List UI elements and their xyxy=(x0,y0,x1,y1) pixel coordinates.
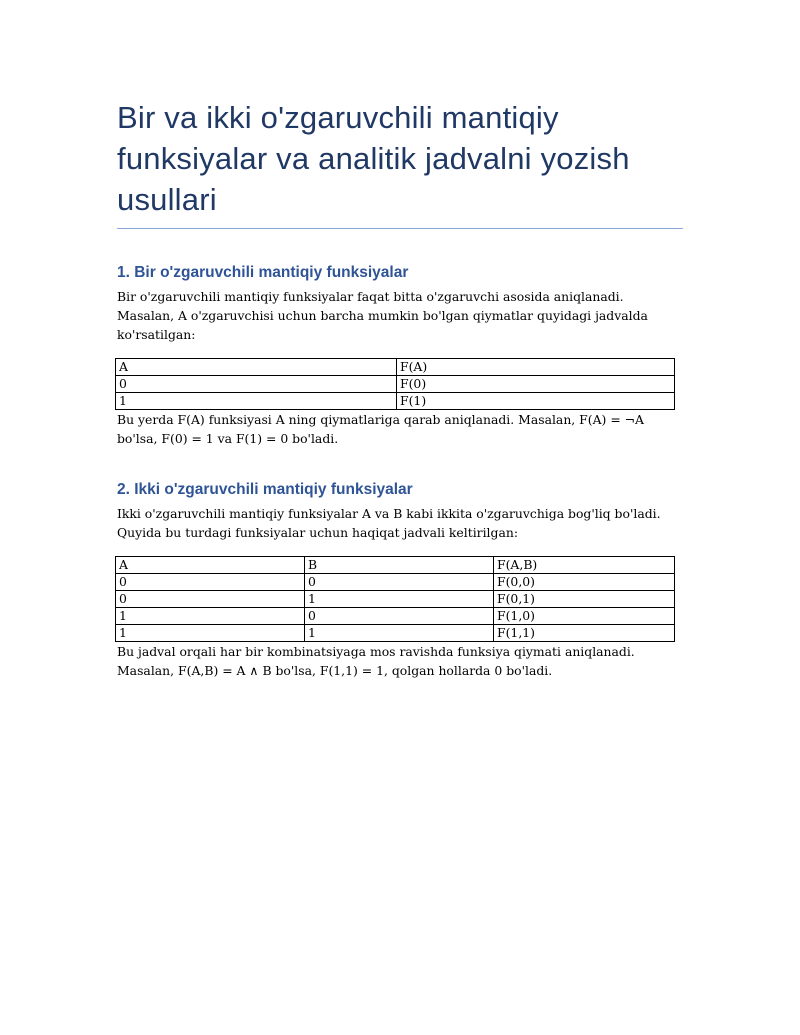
table-cell: F(0) xyxy=(397,376,675,393)
table-cell: 1 xyxy=(305,591,494,608)
document-title: Bir va ikki o'zgaruvchili mantiqiy funksiyalar va analitik jadvalni yozish usullari xyxy=(117,97,683,229)
table-cell: F(1,0) xyxy=(494,608,675,625)
section-1-intro: Bir o'zgaruvchili mantiqiy funksiyalar faqat bitta o'zgaruvchi asosida aniqlanadi. Masalan, A o'zgaruvchisi uchun barcha mumkin bo'lgan qiymatlar quyidagi jadvalda ko'rsatilgan: xyxy=(117,289,648,342)
table-header-cell: F(A,B) xyxy=(494,557,675,574)
table-row xyxy=(116,625,675,642)
table-cell: F(0,1) xyxy=(494,591,675,608)
table-cell: 1 xyxy=(116,625,305,642)
table-cell: 0 xyxy=(305,574,494,591)
table-cell: 1 xyxy=(305,625,494,642)
table-cell: 0 xyxy=(116,376,397,393)
truth-table-two-variables xyxy=(115,556,675,642)
section-1-heading: 1. Bir o'zgaruvchili mantiqiy funksiyalar xyxy=(117,264,409,281)
table-header-cell: F(A) xyxy=(397,359,675,376)
table-cell: F(1) xyxy=(397,393,675,410)
section-2-intro: Ikki o'zgaruvchili mantiqiy funksiyalar A va B kabi ikkita o'zgaruvchiga bog'liq bo'ladi. Quyida bu turdagi funksiyalar uchun haqiqat jadvali keltirilgan: xyxy=(117,506,661,540)
table-header-cell: A xyxy=(116,557,305,574)
table-header-cell: B xyxy=(305,557,494,574)
table-cell: 1 xyxy=(116,393,397,410)
table-cell: F(0,0) xyxy=(494,574,675,591)
table-header-cell: A xyxy=(116,359,397,376)
table-header-row xyxy=(116,557,675,574)
table-row xyxy=(116,591,675,608)
section-2-heading: 2. Ikki o'zgaruvchili mantiqiy funksiyalar xyxy=(117,481,413,498)
table-header-row xyxy=(116,359,675,376)
table-row xyxy=(116,608,675,625)
table-row xyxy=(116,574,675,591)
table-cell: 0 xyxy=(116,591,305,608)
document-body xyxy=(117,97,683,680)
table-row xyxy=(116,393,675,410)
section-2-outro: Bu jadval orqali har bir kombinatsiyaga mos ravishda funksiya qiymati aniqlanadi. Masalan, F(A,B) = A ∧ B bo'lsa, F(1,1) = 1, qolgan hollarda 0 bo'ladi. xyxy=(117,644,635,678)
table-cell: 0 xyxy=(305,608,494,625)
table-cell: 1 xyxy=(116,608,305,625)
table-cell: F(1,1) xyxy=(494,625,675,642)
table-cell: 0 xyxy=(116,574,305,591)
table-row xyxy=(116,376,675,393)
section-1-outro: Bu yerda F(A) funksiyasi A ning qiymatlariga qarab aniqlanadi. Masalan, F(A) = ¬A bo'lsa, F(0) = 1 va F(1) = 0 bo'ladi. xyxy=(117,412,644,446)
truth-table-one-variable xyxy=(115,358,675,410)
